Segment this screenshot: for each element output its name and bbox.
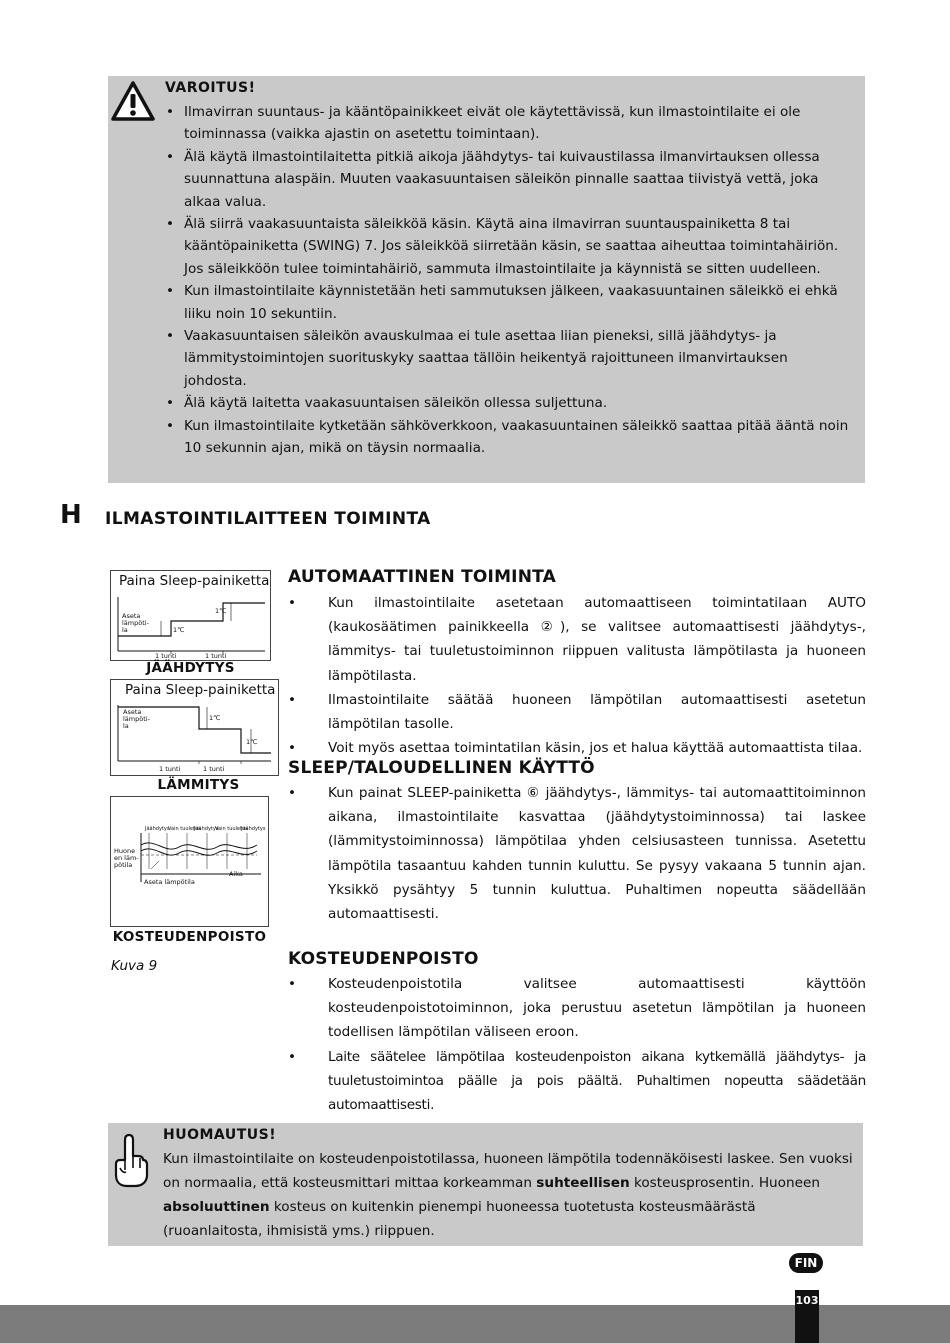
note-title: HUOMAUTUS!	[163, 1127, 277, 1143]
language-badge: FIN	[789, 1253, 823, 1273]
cooling-hour-label: 1 tunti	[155, 652, 177, 660]
heating-diagram	[110, 679, 279, 776]
dehumidification-heading: KOSTEUDENPOISTO	[288, 949, 479, 969]
page-number: 103	[795, 1294, 819, 1307]
note-text	[163, 1147, 853, 1243]
heating-diagram-header: Paina Sleep-painiketta	[125, 682, 276, 698]
dehumidification-list	[288, 972, 866, 1141]
note-bold-absolute: absoluuttinen	[163, 1199, 270, 1215]
note-text-part: Kun ilmastointilaite on kosteudenpoistotilassa, huoneen lämpötila todennäköisesti laskee. Sen vuoksi on normaalia, että kosteusmittari mittaa korkeamman	[163, 1151, 853, 1191]
cooling-set-temp-label: lämpöti-	[122, 619, 149, 627]
cooling-set-temp-label: la	[122, 626, 128, 634]
cooling-diagram-label: JÄÄHDYTYS	[146, 660, 235, 676]
note-text-part: kosteusprosentin. Huoneen	[629, 1175, 820, 1191]
warning-title: VAROITUS!	[165, 80, 256, 96]
dehum-mode-label: Jäähdytys	[145, 826, 170, 832]
note-text-part: kosteus on kuitenkin pienempi huoneessa tuotetusta kosteusmäärästä (ruoanlaitosta, ihmisistä yms.) riippuen.	[163, 1199, 756, 1239]
dehum-mode-label: Jäähdytys	[194, 826, 219, 832]
warning-item: • Vaakasuuntaisen säleikön avauskulmaa ei tule asettaa liian pieneksi, sillä jäähdytys- ja lämmitystoimintojen suorituskyky saattaa tällöin heikentyä rajoittuneen ilmanvirtauksen johdosta.	[165, 325, 853, 392]
dehumidification-item: • Laite säätelee lämpötilaa kosteudenpoiston aikana kytkemällä jäähdytys- ja tuuletustoimintoa päälle ja pois päältä. Puhaltimen nopeutta säädetään automaattisesti.	[288, 1045, 866, 1118]
pointing-hand-icon	[112, 1132, 150, 1188]
warning-item: • Ilmavirran suuntaus- ja kääntöpainikkeet eivät ole käytettävissä, kun ilmastointilaite ei ole toiminnassa (vaikka ajastin on asetettu toimintaan).	[165, 101, 853, 146]
warning-item: • Älä käytä laitetta vaakasuuntaisen säleikön ollessa suljettuna.	[165, 392, 853, 414]
dehumidification-item: • Kosteudenpoistotila valitsee automaattisesti käyttöön kosteudenpoistotoiminnon, joka perustuu asetetun lämpötilan ja huoneen todellisen lämpötilan väliseen eroon.	[288, 972, 866, 1045]
cooling-set-temp-label: Aseta	[122, 612, 141, 620]
cooling-step-label: 1℃	[173, 626, 185, 634]
auto-item: • Voit myös asettaa toimintatilan käsin, jos et halua käyttää automaattista tilaa.	[288, 736, 866, 760]
dehum-mode-label: Vain tuuletus	[215, 826, 248, 832]
heating-hour-label: 1 tunti	[159, 765, 181, 773]
heating-graph	[111, 701, 278, 775]
dehum-room-temp-label: en läm-	[114, 854, 139, 862]
heating-hour-label: 1 tunti	[203, 765, 225, 773]
warning-triangle-icon	[111, 80, 155, 122]
heating-set-temp-label: Aseta	[123, 708, 142, 716]
warning-item: • Kun ilmastointilaite kytketään sähköverkkoon, vaakasuuntainen säleikkö saattaa pitää ääntä noin 10 sekunnin ajan, mikä on täysin normaalia.	[165, 415, 853, 460]
cooling-graph	[111, 592, 270, 660]
dehum-set-temp-label: Aseta lämpötila	[144, 878, 195, 886]
cooling-diagram-header: Paina Sleep-painiketta	[119, 573, 270, 589]
heating-diagram-label: LÄMMITYS	[157, 777, 240, 793]
heating-set-temp-label: lämpöti-	[123, 715, 150, 723]
heating-step-label: 1℃	[209, 714, 221, 722]
heating-set-temp-label: la	[123, 722, 129, 730]
section-title: ILMASTOINTILAITTEEN TOIMINTA	[105, 509, 431, 529]
auto-heading: AUTOMAATTINEN TOIMINTA	[288, 567, 556, 587]
sleep-item: • Kun painat SLEEP-painiketta ⑥ jäähdytys-, lämmitys- tai automaattitoiminnon aikana, ilmastointilaite kasvattaa (jäähdytystoiminnossa) tai laskee (lämmitystoiminnossa) lämpötilaa yhden celsiusasteen tunnissa. Asetettu lämpötila tasaantuu kahden tunnin kuluttu. Se pysyy vakaana 5 tunnin ajan. Yksikkö pysähtyy 5 tunnin kuluttua. Puhaltimen nopeutta säädellään automaattisesti.	[288, 781, 866, 926]
cooling-hour-label: 1 tunti	[205, 652, 227, 660]
cooling-step-label: 1℃	[215, 607, 227, 615]
warning-item: • Älä käytä ilmastointilaitetta pitkiä aikoja jäähdytys- tai kuivaustilassa ilmanvirtauksen ollessa suunnattuna alaspäin. Muuten vaakasuuntaisen säleikön pinnalle saattaa tiivistyä vettä, joka alkaa valua.	[165, 146, 853, 213]
dehum-room-temp-label: Huone	[114, 847, 136, 855]
dehum-mode-label: Jäähdytys	[241, 826, 266, 832]
auto-item: • Kun ilmastointilaite asetetaan automaattiseen toimintatilaan AUTO (kaukosäätimen painikkeella ②), se valitsee automaattisesti jäähdytys-, lämmitys- tai tuuletustoiminnon riippuen valitusta lämpötilasta ja huoneen lämpötilasta.	[288, 591, 866, 688]
dehum-mode-label: Vain tuuletus	[168, 826, 201, 832]
section-letter: H	[60, 500, 82, 530]
dehumidification-graph	[111, 797, 268, 926]
warning-item: • Kun ilmastointilaite käynnistetään heti sammutuksen jälkeen, vaakasuuntainen säleikkö ei ehkä liiku noin 10 sekuntiin.	[165, 280, 853, 325]
heating-step-label: 1℃	[246, 738, 258, 746]
figure-caption: Kuva 9	[111, 958, 158, 974]
warning-list	[165, 101, 853, 460]
note-bold-relative: suhteellisen	[536, 1175, 630, 1191]
dehumidification-diagram-label: KOSTEUDENPOISTO	[112, 929, 267, 945]
cooling-diagram	[110, 570, 271, 661]
sleep-list	[288, 781, 866, 926]
dehum-room-temp-label: pötila	[114, 861, 133, 869]
warning-item: • Älä siirrä vaakasuuntaista säleikköä käsin. Käytä aina ilmavirran suuntauspainiketta 8 tai kääntöpainiketta (SWING) 7. Jos säleikköä siirretään käsin, se saattaa aiheuttaa toimintahäiriön. Jos säleikköön tulee toimintahäiriö, sammuta ilmastointilaite ja käynnistä se sitten uudelleen.	[165, 213, 853, 280]
dehum-time-label: Aika	[229, 870, 243, 878]
sleep-heading: SLEEP/TALOUDELLINEN KÄYTTÖ	[288, 758, 595, 778]
dehumidification-diagram	[110, 796, 269, 927]
auto-list	[288, 591, 866, 760]
auto-item: • Ilmastointilaite säätää huoneen lämpötilan automaattisesti asetetun lämpötilan tasolle.	[288, 688, 866, 736]
